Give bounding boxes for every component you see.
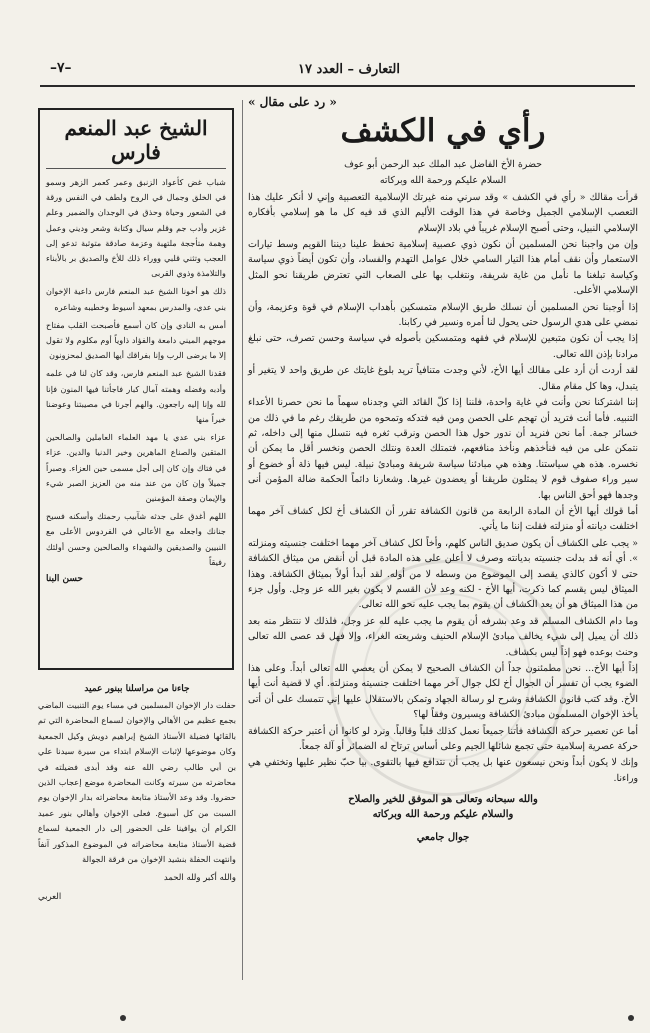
obituary-paragraph: عزاء بني عدي يا مهد العلماء العاملين والصالحين المتقين والصناع الماهرين وخير الدنيا والدين. عزاء في فتاك وإن كان إلى أجل مسمى حين العزاء. وصبراً جميلاً وإن كان من عند منه من العزيز الصبر شيء والإيمان وصفة المؤمنين [46, 432, 226, 504]
obituary-paragraph: ذلك هو أخونا الشيخ عبد المنعم فارس داعية الإخوان بني عدي، والمدرس بمعهد أسيوط وخطيبه وشاعره [46, 286, 226, 312]
article-paragraph: إذا أوجبنا نحن المسلمين أن نسلك طريق الإسلام متمسكين بأهداب الإسلام في قوة وعزيمة، وأن نمضي على هدي الرسول حتى يحول لنا أمره ونسير في ركابنا. [248, 301, 638, 329]
footer-dot [628, 1015, 634, 1021]
obituary-paragraph: اللهم أغدق على جدثه شآبيب رحمتك وأسكنه فسيح جنانك واجعله مع الأعالي في الفردوس الأعلى مع النبيين والصديقين والشهداء والصالحين وحسن أولئك رفيقاً [46, 511, 226, 567]
article-paragraph: وإن من واجبنا نحن المسلمين أن نكون ذوي عصبية إسلامية تحفظ علينا ديننا القويم وسط تيارات الاستعمار وأن نقف أمام هذا التيار السامي خلال عوامل التهدم والفساد، وأن تكون أيضاً ذوي سياسة وكياسة تبلغنا ما نأمل من غاية شريفة، ونتغلب بها على الصعاب التي تعترض طريقنا نحو المثل الإسلامي الأعلى. [248, 239, 638, 297]
article-paragraph: وما دام الكشاف المسلم قد وعد بشرفه أن يقوم ما يجب عليه لله عز وجل، فلذلك لا ننتظر منه بعد ذلك أن يميل إلى شيء يخالف مبادئ الإسلام الحنيف وشريعته الغراء، وإلا فهل قد عصى الله تعالى وحنث بوعده فهو إذاً ليس بكشاف. [248, 615, 638, 658]
signoff-line: والسلام عليكم ورحمة الله وبركاته [372, 809, 514, 821]
article-paragraph: قرأت مقالك « رأي في الكشف » وقد سرني منه غيرتك الإسلامية التعصبية وإني لا أنكر عليك هذا التعصب الإسلامي الجميل وخاصة في هذا الوقت الأليم الذي قد فيه كل ما هو إسلامي بأفكاره الإسلامي النبيل، وحتى أصبح الإسلام غريباً في بلاد الإسلام [248, 191, 638, 234]
article-tag: « رد على مقال » [248, 95, 337, 109]
article-paragraph: إذا يجب أن نكون متبعين للإسلام في فقهه ومتمسكين بأصوله في سياسة وحسن تصرف، حتى نبلغ مرادنا بإذن الله تعالى. [248, 333, 638, 360]
article-paragraph: وإنك لا يكون أبداً ونحن نيسعون عنها بل يجب أن نتدافع فيها بالتقوى. بيا حبّ نظير عليها وتختفي هي وراءنا. [248, 757, 638, 784]
article-paragraph: أما عن تعصير حركة الكشافة فأتنا جميعاً نعمل كذلك قلباً وقالباً. ونرد لو كانوا أن أعتبر حركة الكشافة حركة عصرية إسلامية حتى تجمع شائلها الجيم وعلى أساس ترتاح له الضمائر أو آلة جمعاً. [248, 725, 638, 753]
news-paragraph: حفلت دار الإخوان المسلمين في مساء يوم التنبيت الماضي بجمع عظيم من الأهالي والإخوان لسماع المحاضرة التي تم بالقائها فضيلة الأستاذ الشيخ إبراهيم دويش وكيل الجمعية وكان موضوعها لإثبات الإسلام ابتداء من سيرة سيدنا علي بن أبي طالب رضي الله عنه وقد أبدى فضيلته في محاضرته من سيرته وكانت المحاضرة موضع إعجاب الذين حضروا. وقد وعد الأستاذ متابعة محاضراته بدار الإخوان يوم السبت من كل أسبوع. فعلى الإخوان وأهالي بنور عميد الكرام أن يوافينا على الحضور إلى دار الجمعية لسماع قضية الأستاذ متابعة محاضراته في الموضوع المذكور آنفاً وانتهت الحفلة بنشيد الإخوان من فرقة الجوالة [38, 700, 236, 865]
article-title: رأي في الكشف [340, 113, 546, 149]
news-closing: والله أكبر ولله الحمد [163, 873, 236, 884]
page-number: –٧– [50, 60, 72, 76]
article-paragraph: إذاً أيها الأخ... نحن مطمئنون جداً أن الكشاف الصحيح لا يمكن أن يعصي الله تعالى أبداً. وعلى هذا الضوء يجب أن تفسر أن الجوال أخ لكل جوال آخر مهما اختلفت جنسيته ومنزلته. أي لا قضية أنت أيها الأخ. وقد كتب قانون الكشافة وشرح لو رسالة الجهاد وتمكن بالاستقلال عليها إني تتمسك على أن أتى يأخذ الإخوان المسلمون مبادئ الكشافة ويسيرون وفقاً لها؟ [248, 663, 638, 721]
article-signoff [248, 792, 638, 822]
news-item [38, 684, 236, 905]
article-paragraph: حضرة الأخ الفاضل عبد الملك عبد الرحمن أبو عوف [344, 159, 542, 170]
page-header [40, 58, 635, 84]
obituary-paragraph: فقدنا الشيخ عبد المنعم فارس، وقد كان لنا في علمه وأدبه وفضله وهمته آمال كبار فاجأتنا فيها المنون فإنا لله وإنا إليه راجعون. والهم أجرنا في مصيبتنا وعوضنا خيراً منها [46, 368, 226, 425]
obituary-title: الشيخ عبد المنعم فارس [46, 116, 226, 169]
article-author: جوال جامعي [416, 832, 470, 844]
column-divider [242, 100, 243, 980]
footer-dot [120, 1015, 126, 1021]
obituary-paragraph: أمس به النادي وإن كان أسمع فأصبحت القلب مفتاح موجهم الميني دامعة والفؤاد ذاوياً أوم مكلوم ولا تقول إلا ما يرضى الرب وإنا بفراقك أيها الصديق لمحزونون [46, 319, 226, 361]
article-paragraph: لقد أردت أن أرد على مقالك أيها الأخ، لأني وجدت متنافياً تريد بلوغ غايتك عن طريق واحد لا يتغير أو يتبدل، وها كل مقام مقال. [248, 365, 638, 392]
article-paragraph: السلام عليكم ورحمة الله وبركاته [379, 175, 507, 187]
obituary-paragraph: شباب غض كأعواد الزنبق وعمر كعمر الزهر وسمو في الخلق وجمال في الروح ولطف في النفس ورقة في الشعور وحياة وحذق في الوجدان والضمير وعلم غزير وأدب جم وقلم سيال وكتابة وشعر وديني وعمل وهمة متأججة ملتهبة وعزمة صادقة متوثبة تدعو إلى العجب وتثني قلبي ووراء ذلك للأخ والصديق بر بالأبناء والتلامذة وذوي القربى [46, 177, 226, 279]
obituary-box [38, 108, 234, 670]
obituary-signature: حسن البنا [46, 574, 83, 585]
article-paragraph: إننا اشتركنا نحن وأنت في غاية واحدة، فلننا إذا كلّ القائد التي وجدناه سهماً ما نحن حصرنا الأعداء التنبيه. فأما أنت فتريد أن تهجم على الحصن ومن فيه فتدكه وتمحوه من طريقك رغم ما في ذلك من خسائر جمة. أما نحن فنريد أن ندور حول هذا الحصن ونرقب ثغره فيه نتسلل منها إلى داخله، ثم نتمكن على من فيه فنأخذهم ونأخذ منافعهم، فتمتلك العدة ونتلك الحصن ونخسر أقل ما يمكن أن نخسره. هذه هي سياستنا. وهذه هي مبادئنا سياسة شريفة ومبادئ نبيلة. ليس فيها ذلة أو خضوع أو سير وراء صفوف قوم لا يمثلون طريقنا أو يعضدون غيرها. وشعارنا دائماً الحكمة ضالة المؤمن أنى وجدها فهو أحق الناس بها. [248, 397, 638, 501]
article-paragraph: أما قولك أيها الأخ أن المادة الرابعة من قانون الكشافة تقرر أن الكشاف أخ لكل كشاف آخر مهما اختلفت ديانته أو منزلته فقلت إننا ما يأتي. [248, 505, 638, 533]
article-paragraph: « يجب على الكشاف أن يكون صديق الناس كلهم، وأخاً لكل كشاف آخر مهما اختلفت جنسيته ومنزلته ». أي أنه قد بدلت جنسيته بديانته وصرف لا أعلن على هذه المادة قبل أن أنقض من ميثاق الكشافة حتى لا أكون كالذي يقصد إلى الموضوع من وسطه لا من أوله. لقد أبدأ أولاً بميثاق الكشافة. وهذا الميثاق ليس يقسم كما ذكرت، أيها الأخ - لكنه وعد لأن القسم لا يكون بغير الله عز وجل. وأول جزء من هذا الميثاق هو أن يعد الكشاف أن يقوم بما يجب عليه نحو الله تعالى. [248, 537, 638, 611]
header-rule [40, 85, 635, 87]
main-article [248, 95, 638, 843]
news-signature: العربي [38, 892, 62, 903]
news-heading: جاءنا من مراسلنا ببنور عميد [84, 684, 190, 694]
signoff-line: والله سبحانه وتعالى هو الموفق للخير والصلاح [348, 794, 538, 806]
header-title: التعارف – العدد ١٧ [298, 62, 400, 77]
